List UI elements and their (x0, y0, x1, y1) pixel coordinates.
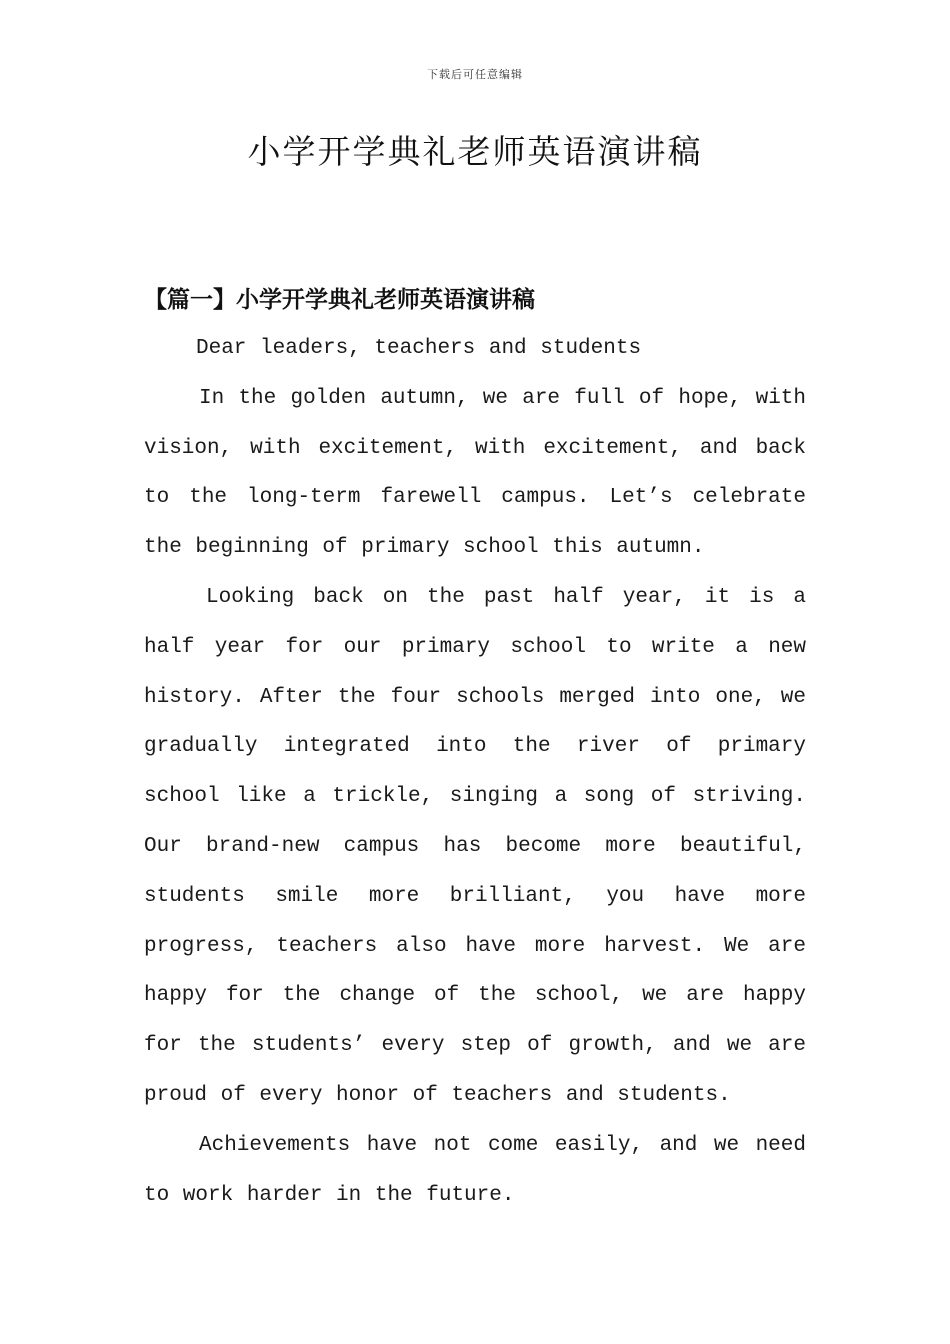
paragraph-greeting: Dear leaders, teachers and students (196, 337, 642, 360)
section-heading: 【篇一】小学开学典礼老师英语演讲稿 (144, 286, 535, 313)
paragraph-achievements: Achievements have not come easily, and we need to work harder in the future. (144, 1133, 806, 1207)
document-body (144, 324, 806, 1220)
document-title: 小学开学典礼老师英语演讲稿 (247, 132, 703, 171)
header-note: 下载后可任意编辑 (427, 68, 523, 81)
paragraph-looking-back: Looking back on the past half year, it is a half year for our primary school to write a new history. After the four schools merged into one, we gradually integrated into the river of primary school like a trickle, singing a song of striving. Our brand-new campus has become more beautiful, students smile more brilliant, you have more progress, teachers also have more harvest. We are happy for the change of the school, we are happy for the students’ every step of growth, and we are proud of every honor of teachers and students. (144, 585, 806, 1107)
paragraph-autumn: In the golden autumn, we are full of hope, with vision, with excitement, with excitement, and back to the long-term farewell campus. Let’s celebrate the beginning of primary school this autumn. (144, 386, 806, 560)
